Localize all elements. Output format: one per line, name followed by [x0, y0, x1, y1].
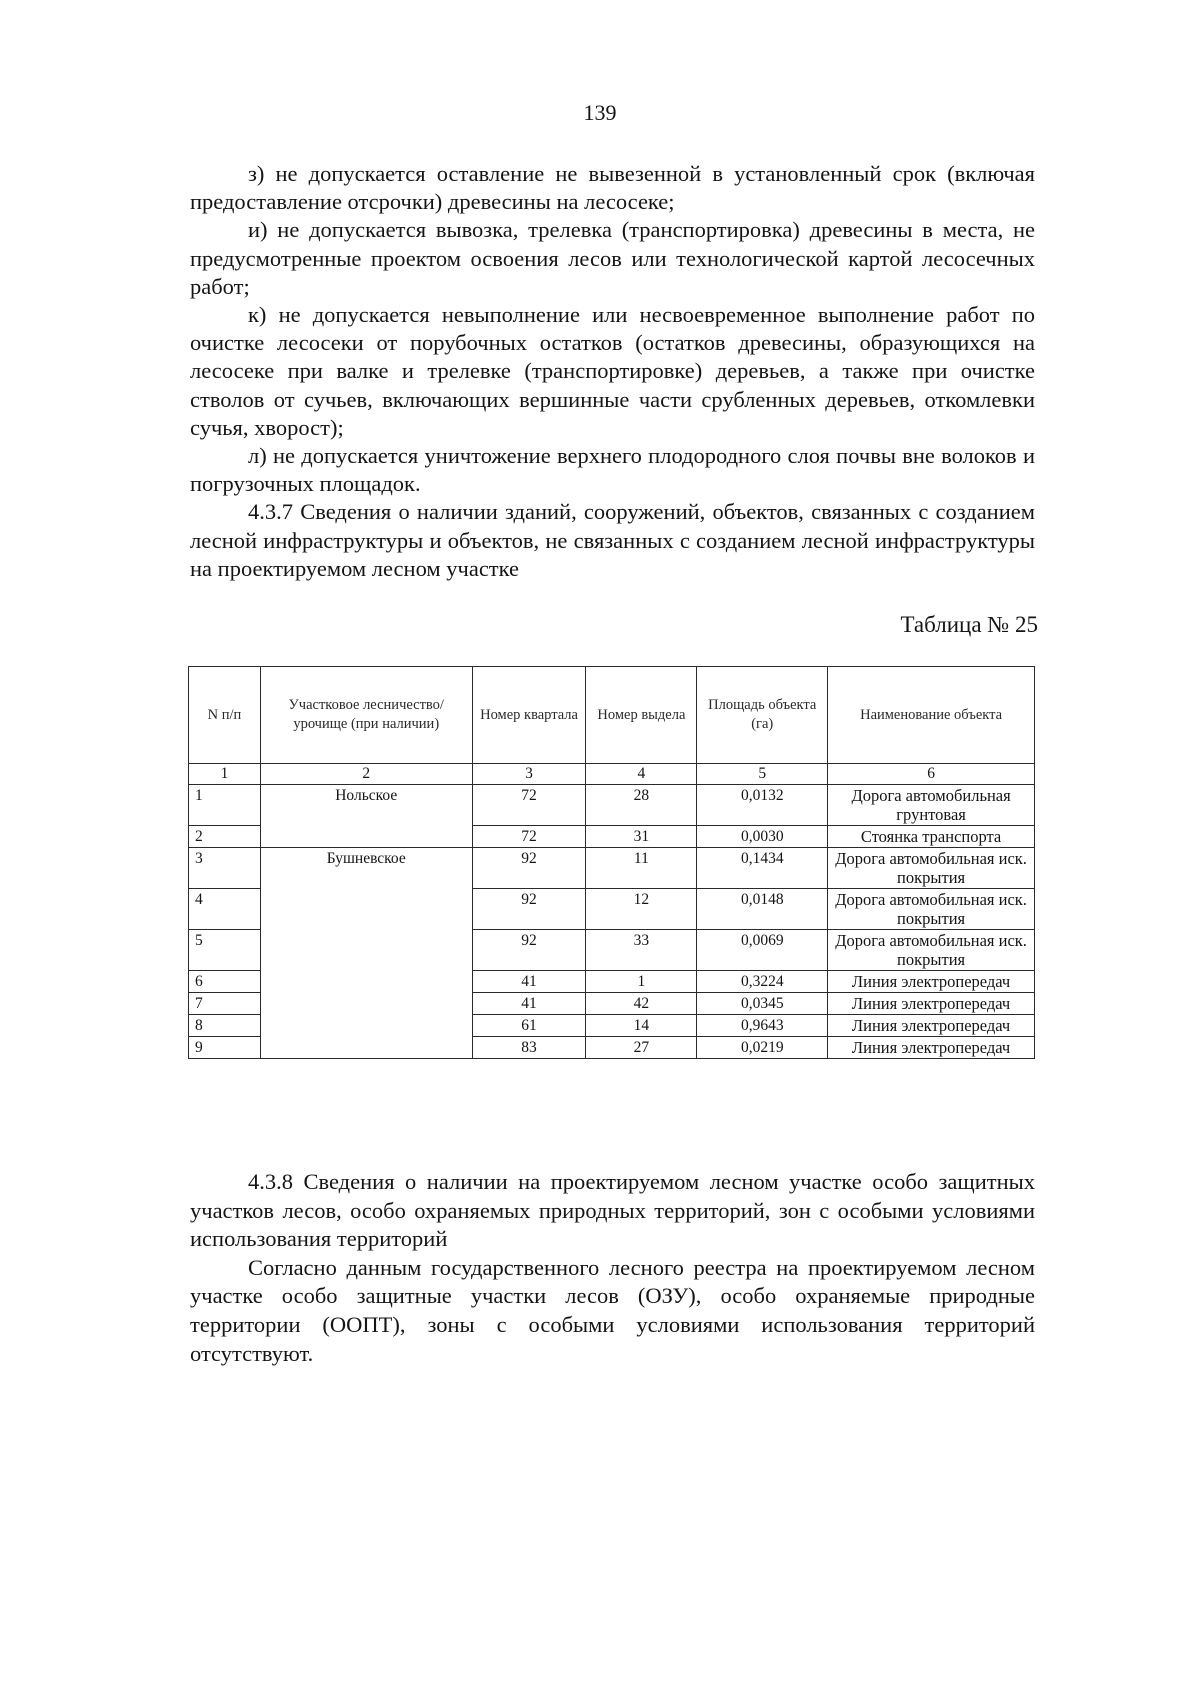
object-name-cell: Дорога автомобильная иск. покрытия: [828, 889, 1035, 930]
column-index: 5: [697, 764, 828, 785]
kvartal-cell: 72: [472, 785, 586, 826]
column-index-row: [189, 764, 1035, 785]
row-number: 3: [189, 848, 261, 889]
paragraph-z: з) не допускается оставление не вывезенной в установленный срок (включая предоставление отсрочки) древесины на лесосеке;: [190, 161, 1035, 215]
kvartal-cell: 92: [472, 889, 586, 930]
row-number: 9: [189, 1037, 261, 1059]
column-index: 1: [189, 764, 261, 785]
vydel-cell: 1: [586, 971, 697, 993]
column-index: 6: [828, 764, 1035, 785]
section-text-top: [190, 160, 1035, 583]
kvartal-cell: 92: [472, 848, 586, 889]
vydel-cell: 11: [586, 848, 697, 889]
paragraph-registry-conclusion: Согласно данным государственного лесного реестра на проектируемом лесном участке особо защитные участки лесов (ОЗУ), особо охраняемые природные территории (ООПТ), зоны с особыми условиями использования территорий отсутствуют.: [190, 1254, 1035, 1366]
row-number: 7: [189, 993, 261, 1015]
header-object-name: Наименование объекта: [828, 667, 1035, 764]
object-name-cell: Дорога автомобильная грунтовая: [828, 785, 1035, 826]
row-number: 8: [189, 1015, 261, 1037]
area-cell: 0,3224: [697, 971, 828, 993]
area-cell: 0,0148: [697, 889, 828, 930]
column-index: 4: [586, 764, 697, 785]
vydel-cell: 42: [586, 993, 697, 1015]
header-kvartal: Номер квартала: [472, 667, 586, 764]
object-name-cell: Линия электропередач: [828, 1015, 1035, 1037]
area-cell: 0,0345: [697, 993, 828, 1015]
vydel-cell: 28: [586, 785, 697, 826]
vydel-cell: 12: [586, 889, 697, 930]
section-text-bottom: [190, 1168, 1035, 1368]
object-name-cell: Линия электропередач: [828, 971, 1035, 993]
vydel-cell: 27: [586, 1037, 697, 1059]
section-heading-4-3-7: 4.3.7 Сведения о наличии зданий, сооружений, объектов, связанных с созданием лесной инфраструктуры и объектов, не связанных с созданием лесной инфраструктуры на проектируемом лесном участке: [190, 499, 1035, 581]
section-heading-4-3-8: 4.3.8 Сведения о наличии на проектируемом лесном участке особо защитных участков лесов, особо охраняемых природных территорий, зон с особыми условиями использования территорий: [190, 1169, 1035, 1252]
area-cell: 0,0219: [697, 1037, 828, 1059]
area-cell: 0,0030: [697, 826, 828, 848]
kvartal-cell: 72: [472, 826, 586, 848]
object-name-cell: Дорога автомобильная иск. покрытия: [828, 848, 1035, 889]
kvartal-cell: 41: [472, 993, 586, 1015]
column-index: 2: [260, 764, 472, 785]
forestry-cell: Бушневское: [260, 848, 472, 1059]
header-vydel: Номер выдела: [586, 667, 697, 764]
table-header-row: [189, 667, 1035, 764]
vydel-cell: 31: [586, 826, 697, 848]
table-row: [189, 848, 1035, 889]
kvartal-cell: 41: [472, 971, 586, 993]
header-forestry: Участковое лесничество/урочище (при наличии): [260, 667, 472, 764]
area-cell: 0,9643: [697, 1015, 828, 1037]
object-name-cell: Линия электропередач: [828, 993, 1035, 1015]
header-number: N п/п: [189, 667, 261, 764]
row-number: 6: [189, 971, 261, 993]
kvartal-cell: 92: [472, 930, 586, 971]
paragraph-l: л) не допускается уничтожение верхнего плодородного слоя почвы вне волоков и погрузочных площадок.: [190, 443, 1035, 497]
object-name-cell: Дорога автомобильная иск. покрытия: [828, 930, 1035, 971]
area-cell: 0,0069: [697, 930, 828, 971]
kvartal-cell: 61: [472, 1015, 586, 1037]
row-number: 1: [189, 785, 261, 826]
page-number: 139: [583, 100, 617, 125]
table-caption: Таблица № 25: [900, 612, 1038, 637]
paragraph-i: и) не допускается вывозка, трелевка (транспортировка) древесины в места, не предусмотренные проектом освоения лесов или технологической картой лесосечных работ;: [190, 217, 1035, 299]
object-name-cell: Линия электропередач: [828, 1037, 1035, 1059]
vydel-cell: 14: [586, 1015, 697, 1037]
objects-table: [188, 666, 1035, 1059]
area-cell: 0,0132: [697, 785, 828, 826]
forestry-cell: Нольское: [260, 785, 472, 848]
object-name-cell: Стоянка транспорта: [828, 826, 1035, 848]
row-number: 2: [189, 826, 261, 848]
table-row: [189, 785, 1035, 826]
vydel-cell: 33: [586, 930, 697, 971]
kvartal-cell: 83: [472, 1037, 586, 1059]
column-index: 3: [472, 764, 586, 785]
area-cell: 0,1434: [697, 848, 828, 889]
row-number: 5: [189, 930, 261, 971]
row-number: 4: [189, 889, 261, 930]
header-area: Площадь объекта (га): [697, 667, 828, 764]
paragraph-k: к) не допускается невыполнение или несвоевременное выполнение работ по очистке лесосеки от порубочных остатков (остатков древесины, образующихся на лесосеке при валке и трелевке (транспортировке) деревьев, а также при очистке стволов от сучьев, включающих вершинные части срубленных деревьев, откомлевки сучья, хворост);: [190, 302, 1035, 440]
